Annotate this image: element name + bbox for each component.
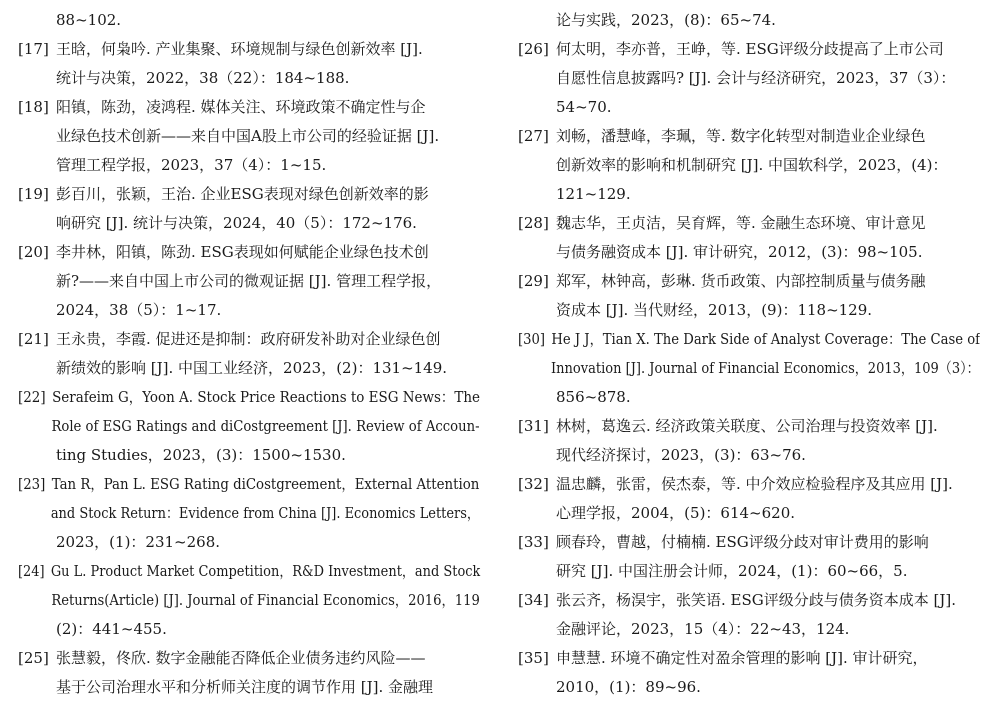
reference-continuation-line (518, 499, 980, 528)
reference-continuation-line (518, 151, 980, 180)
reference-continuation-line (518, 238, 980, 267)
reference-text: 林树，葛逸云. 经济政策关联度、公司治理与投资效率 [J]. (556, 417, 938, 435)
reference-number: [28] (518, 214, 549, 232)
reference-continuation-line (518, 6, 980, 35)
reference-continuation-line (518, 673, 980, 702)
reference-entry-line (18, 93, 480, 122)
reference-text: 新?——来自中国上市公司的微观证据 [J]. 管理工程学报， (56, 272, 442, 290)
reference-number: [20] (18, 243, 49, 261)
reference-text: and Stock Return：Evidence from China [J]. Economics Letters， (50, 504, 480, 522)
reference-continuation-line (18, 122, 480, 151)
reference-entry-line (518, 412, 980, 441)
reference-number: [21] (18, 330, 49, 348)
reference-number: [19] (18, 185, 49, 203)
reference-continuation-line (18, 64, 480, 93)
reference-entry-line (518, 209, 980, 238)
reference-entry-line (518, 644, 980, 673)
reference-continuation-line (18, 673, 480, 702)
reference-text: 张云齐，杨淏宇，张笑语. ESG评级分歧与债务资本成本 [J]. (556, 591, 956, 609)
reference-text: 顾春玲，曹越，付楠楠. ESG评级分歧对审计费用的影响 (556, 533, 929, 551)
reference-continuation-line (18, 151, 480, 180)
reference-text: 何太明，李亦普，王峥，等. ESG评级分歧提高了上市公司 (556, 40, 944, 58)
reference-text: He J J，Tian X. The Dark Side of Analyst Coverage：The Case of (551, 330, 980, 348)
reference-number: [26] (518, 40, 549, 58)
reference-continuation-line (518, 180, 980, 209)
reference-continuation-line (18, 528, 480, 557)
reference-number: [34] (518, 591, 549, 609)
reference-entry-line (518, 586, 980, 615)
reference-text: 自愿性信息披露吗? [J]. 会计与经济研究，2023，37（3）： (556, 69, 956, 87)
reference-text: 2023，(1)：231~268. (56, 533, 221, 551)
reference-continuation-line (18, 296, 480, 325)
reference-text: 彭百川，张颖，王治. 企业ESG表现对绿色创新效率的影 (56, 185, 429, 203)
reference-entry-line (518, 35, 980, 64)
reference-continuation-line (18, 586, 480, 615)
reference-text: 研究 [J]. 中国注册会计师，2024，(1)：60~66，5. (556, 562, 908, 580)
reference-entry-line (18, 325, 480, 354)
reference-entry-line (518, 470, 980, 499)
reference-text: 2010，(1)：89~96. (556, 678, 701, 696)
reference-text: 资成本 [J]. 当代财经，2013，(9)：118~129. (556, 301, 873, 319)
reference-number: [17] (18, 40, 49, 58)
reference-text: Serafeim G，Yoon A. Stock Price Reactions to ESG News：The (52, 388, 480, 406)
reference-continuation-line (18, 441, 480, 470)
reference-continuation-line (18, 354, 480, 383)
reference-entry-line (518, 528, 980, 557)
reference-continuation-line (18, 267, 480, 296)
reference-text: 88~102. (56, 11, 122, 29)
reference-text: 121~129. (556, 185, 631, 203)
reference-text: Gu L. Product Market Competition，R&D Investment，and Stock (50, 562, 481, 580)
reference-text: 温忠麟，张雷，侯杰泰，等. 中介效应检验程序及其应用 [J]. (556, 475, 953, 493)
reference-text: (2)：441~455. (56, 620, 167, 638)
reference-text: 心理学报，2004，(5)：614~620. (556, 504, 796, 522)
reference-text: 张慧毅，佟欣. 数字金融能否降低企业债务违约风险—— (56, 649, 426, 667)
reference-continuation-line (518, 557, 980, 586)
reference-text: 响研究 [J]. 统计与决策，2024，40（5）：172~176. (56, 214, 417, 232)
reference-text: 业绿色技术创新——来自中国A股上市公司的经验证据 [J]. (56, 127, 440, 145)
reference-continuation-line (18, 499, 480, 528)
reference-entry-line (18, 35, 480, 64)
reference-text: Returns(Article) [J]. Journal of Financial Economics，2016，119 (51, 591, 480, 609)
reference-continuation-line (518, 441, 980, 470)
reference-continuation-line (18, 615, 480, 644)
reference-entry-line (18, 644, 480, 673)
reference-number: [33] (518, 533, 549, 551)
reference-continuation-line (518, 93, 980, 122)
reference-number: [35] (518, 649, 549, 667)
reference-text: 王晗，何枭吟. 产业集聚、环境规制与绿色创新效率 [J]. (56, 40, 423, 58)
reference-text: 魏志华，王贞洁，吴育辉，等. 金融生态环境、审计意见 (556, 214, 926, 232)
reference-continuation-line (518, 383, 980, 412)
reference-text: 郑军，林钟高，彭琳. 货币政策、内部控制质量与债务融 (556, 272, 926, 290)
reference-text: 王永贵，李霞. 促进还是抑制：政府研发补助对企业绿色创 (56, 330, 441, 348)
reference-text: 基于公司治理水平和分析师关注度的调节作用 [J]. 金融理 (56, 678, 434, 696)
reference-number: [32] (518, 475, 549, 493)
reference-entry-line (18, 180, 480, 209)
reference-text: 现代经济探讨，2023，(3)：63~76. (556, 446, 806, 464)
reference-number: [18] (18, 98, 49, 116)
reference-entry-line (18, 557, 480, 586)
reference-text: 856~878. (556, 388, 631, 406)
reference-entry-line (18, 238, 480, 267)
reference-text: 统计与决策，2022，38（22）：184~188. (56, 69, 350, 87)
reference-text: 创新效率的影响和机制研究 [J]. 中国软科学，2023，(4)： (556, 156, 948, 174)
reference-text: 阳镇，陈劲，凌鸿程. 媒体关注、环境政策不确定性与企 (56, 98, 426, 116)
reference-continuation-line (518, 64, 980, 93)
reference-text: 申慧慧. 环境不确定性对盈余管理的影响 [J]. 审计研究， (556, 649, 928, 667)
reference-number: [27] (518, 127, 549, 145)
reference-text: 刘畅，潘慧峰，李珮，等. 数字化转型对制造业企业绿色 (556, 127, 926, 145)
reference-entry-line (18, 383, 480, 412)
reference-continuation-line (18, 412, 480, 441)
reference-number: [23] (18, 475, 46, 493)
reference-entry-line (518, 325, 980, 354)
reference-continuation-line (18, 209, 480, 238)
reference-text: 2024，38（5）：1~17. (56, 301, 222, 319)
reference-text: Role of ESG Ratings and diCostgreement [J]. Review of Accoun- (51, 417, 480, 435)
reference-number: [22] (18, 388, 46, 406)
reference-number: [24] (18, 562, 45, 580)
reference-text: 与债务融资成本 [J]. 审计研究，2012，(3)：98~105. (556, 243, 923, 261)
reference-text: 李井林，阳镇，陈劲. ESG表现如何赋能企业绿色技术创 (56, 243, 429, 261)
reference-number: [29] (518, 272, 549, 290)
reference-number: [31] (518, 417, 549, 435)
reference-number: [30] (518, 330, 546, 348)
reference-number: [25] (18, 649, 49, 667)
reference-text: Tan R，Pan L. ESG Rating diCostgreement，External Attention (51, 475, 480, 493)
reference-text: Innovation [J]. Journal of Financial Economics，2013，109（3）： (550, 359, 980, 377)
reference-text: ting Studies，2023，(3)：1500~1530. (56, 446, 346, 464)
reference-continuation-line (518, 296, 980, 325)
reference-entry-line (18, 470, 480, 499)
reference-text: 新绩效的影响 [J]. 中国工业经济，2023，(2)：131~149. (56, 359, 448, 377)
reference-text: 论与实践，2023，(8)：65~74. (556, 11, 776, 29)
reference-text: 54~70. (556, 98, 612, 116)
reference-text: 金融评论，2023，15（4）：22~43，124. (556, 620, 850, 638)
reference-entry-line (518, 267, 980, 296)
reference-continuation-line (518, 354, 980, 383)
reference-text: 管理工程学报，2023，37（4）：1~15. (56, 156, 327, 174)
reference-continuation-line (18, 6, 480, 35)
reference-continuation-line (518, 615, 980, 644)
reference-entry-line (518, 122, 980, 151)
